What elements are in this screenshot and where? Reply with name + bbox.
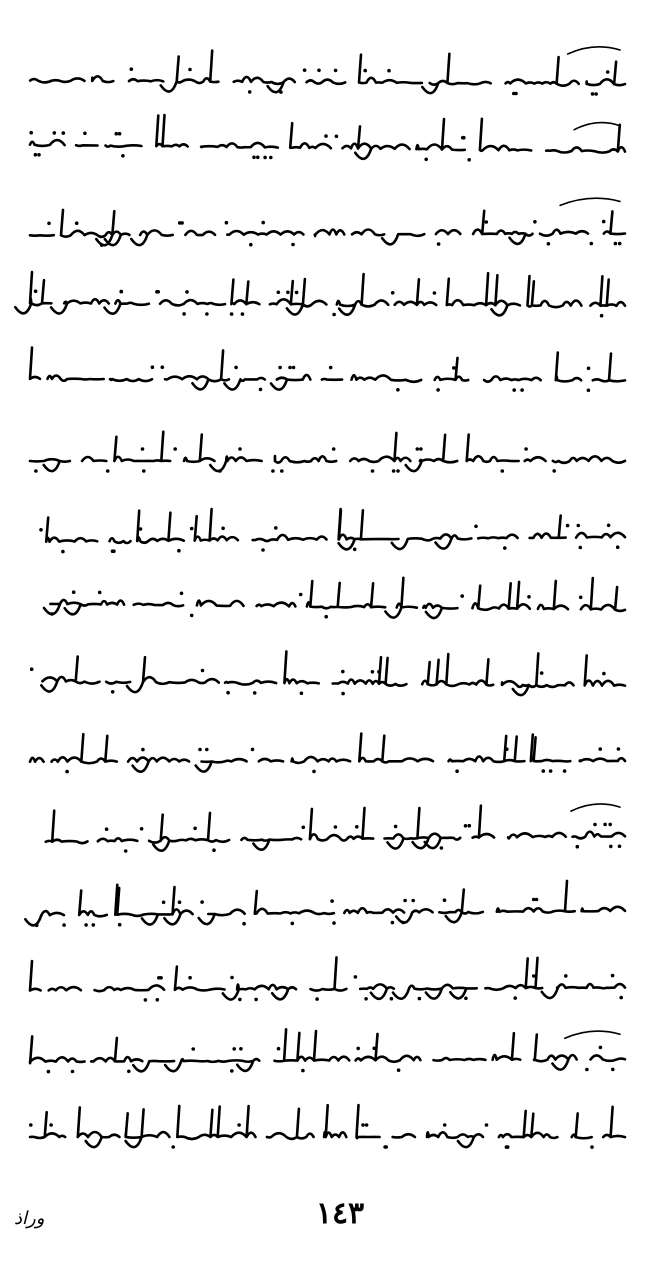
diacritic-dot bbox=[372, 1047, 376, 1051]
diacritic-dot bbox=[29, 131, 33, 135]
diacritic-dot bbox=[371, 469, 375, 473]
diacritic-dot bbox=[83, 132, 87, 136]
diacritic-dot bbox=[387, 69, 391, 73]
diacritic-dot bbox=[501, 469, 505, 473]
diacritic-dot bbox=[254, 998, 258, 1002]
diacritic-dot bbox=[598, 747, 602, 751]
handwriting-stroke bbox=[30, 957, 625, 999]
diacritic-dot bbox=[34, 469, 38, 473]
diacritic-dot bbox=[512, 388, 516, 392]
diacritic-dot bbox=[443, 898, 447, 902]
diacritic-dot bbox=[286, 291, 290, 295]
diacritic-dot bbox=[505, 747, 509, 751]
diacritic-dot bbox=[424, 158, 428, 162]
diacritic-dot bbox=[112, 549, 116, 553]
diacritic-dot bbox=[156, 290, 160, 294]
diacritic-dot bbox=[503, 546, 507, 550]
diacritic-dot bbox=[34, 153, 38, 157]
diacritic-dot bbox=[253, 691, 257, 695]
diacritic-dot bbox=[452, 366, 456, 370]
diacritic-dot bbox=[547, 242, 551, 246]
diacritic-dot bbox=[142, 469, 146, 473]
diacritic-dot bbox=[127, 1070, 131, 1074]
diacritic-dot bbox=[365, 1123, 369, 1127]
diacritic-dot bbox=[161, 365, 165, 369]
diacritic-dot bbox=[608, 823, 612, 827]
diacritic-dot bbox=[607, 524, 611, 528]
diacritic-dot bbox=[416, 447, 420, 451]
diacritic-dot bbox=[205, 748, 209, 752]
diacritic-dot bbox=[278, 366, 282, 370]
diacritic-dot bbox=[485, 220, 489, 224]
handwriting-stroke bbox=[30, 1029, 625, 1071]
diacritic-dot bbox=[464, 824, 468, 828]
diacritic-dot bbox=[566, 524, 570, 528]
diacritic-dot bbox=[361, 1123, 365, 1127]
diacritic-dot bbox=[261, 548, 265, 552]
diacritic-dot bbox=[218, 469, 222, 473]
diacritic-dot bbox=[62, 923, 66, 927]
diacritic-dot bbox=[230, 1069, 234, 1073]
diacritic-dot bbox=[291, 922, 295, 926]
diacritic-dot bbox=[295, 291, 299, 295]
diacritic-dot bbox=[249, 243, 253, 247]
diacritic-dot bbox=[533, 220, 537, 224]
diacritic-dot bbox=[280, 469, 284, 473]
handwriting-stroke bbox=[44, 578, 625, 618]
diacritic-dot bbox=[299, 593, 303, 597]
diacritic-dot bbox=[411, 899, 415, 903]
diacritic-dot bbox=[75, 221, 79, 225]
diacritic-dot bbox=[185, 290, 189, 294]
diacritic-dot bbox=[180, 592, 184, 596]
diacritic-dot bbox=[190, 614, 194, 618]
diacritic-dot bbox=[118, 132, 122, 136]
handwriting-stroke bbox=[30, 734, 625, 772]
diacritic-dot bbox=[288, 366, 292, 370]
diacritic-dot bbox=[587, 367, 591, 371]
diacritic-dot bbox=[527, 595, 531, 599]
manuscript-line bbox=[25, 881, 625, 927]
diacritic-dot bbox=[34, 289, 38, 293]
diacritic-dot bbox=[225, 221, 229, 225]
diacritic-dot bbox=[159, 976, 163, 980]
diacritic-dot bbox=[579, 546, 583, 550]
diacritic-dot bbox=[396, 469, 400, 473]
diacritic-dot bbox=[394, 825, 398, 829]
diacritic-dot bbox=[53, 131, 57, 135]
diacritic-dot bbox=[330, 899, 334, 903]
diacritic-dot bbox=[315, 997, 319, 1001]
diacritic-dot bbox=[141, 748, 145, 752]
diacritic-dot bbox=[130, 67, 134, 71]
diacritic-dot bbox=[274, 526, 278, 530]
manuscript-line bbox=[39, 509, 625, 553]
diacritic-dot bbox=[590, 242, 594, 246]
diacritic-dot bbox=[591, 92, 595, 96]
diacritic-dot bbox=[238, 998, 242, 1002]
diacritic-dot bbox=[614, 242, 618, 246]
diacritic-dot bbox=[334, 69, 338, 73]
diacritic-dot bbox=[485, 1123, 489, 1127]
diacritic-dot bbox=[585, 1068, 589, 1072]
diacritic-dot bbox=[212, 848, 216, 852]
diacritic-dot bbox=[618, 242, 622, 246]
diacritic-dot bbox=[234, 366, 238, 370]
handwriting-stroke bbox=[46, 509, 625, 549]
diacritic-dot bbox=[460, 594, 464, 598]
handwriting-stroke bbox=[15, 272, 625, 315]
diacritic-dot bbox=[329, 366, 333, 370]
diacritic-dot bbox=[603, 823, 607, 827]
diacritic-dot bbox=[62, 131, 66, 135]
diacritic-dot bbox=[606, 70, 610, 74]
handwriting-stroke bbox=[30, 210, 625, 245]
manuscript-line bbox=[30, 734, 625, 774]
diacritic-dot bbox=[106, 469, 110, 473]
diacritic-dot bbox=[241, 312, 245, 316]
diacritic-dot bbox=[619, 996, 623, 1000]
diacritic-dot bbox=[29, 1123, 33, 1127]
diacritic-dot bbox=[230, 312, 234, 316]
diacritic-dot bbox=[616, 545, 620, 549]
diacritic-dot bbox=[252, 156, 256, 160]
diacritic-dot bbox=[191, 1047, 195, 1051]
diacritic-dot bbox=[433, 291, 437, 295]
diacritic-dot bbox=[455, 769, 459, 773]
diacritic-dot bbox=[49, 1123, 53, 1127]
diacritic-dot bbox=[121, 154, 125, 158]
diacritic-dot bbox=[182, 312, 186, 316]
diacritic-dot bbox=[177, 549, 181, 553]
diacritic-dot bbox=[248, 90, 252, 94]
manuscript-line bbox=[30, 432, 625, 473]
diacritic-dot bbox=[61, 550, 65, 554]
diacritic-dot bbox=[230, 976, 234, 980]
marginal-annotation bbox=[568, 47, 620, 54]
manuscript-line bbox=[30, 210, 625, 247]
manuscript-line bbox=[30, 348, 625, 393]
marginal-annotation bbox=[571, 804, 620, 811]
diacritic-dot bbox=[552, 469, 556, 473]
diacritic-dot bbox=[261, 221, 265, 225]
diacritic-dot bbox=[520, 388, 524, 392]
diacritic-dot bbox=[611, 974, 615, 978]
diacritic-dot bbox=[549, 769, 553, 773]
diacritic-dot bbox=[540, 671, 544, 675]
diacritic-dot bbox=[302, 826, 306, 830]
diacritic-dot bbox=[335, 135, 339, 139]
diacritic-dot bbox=[303, 68, 307, 72]
diacritic-dot bbox=[118, 923, 122, 927]
diacritic-dot bbox=[300, 692, 304, 696]
manuscript-line bbox=[29, 1105, 625, 1149]
diacritic-dot bbox=[124, 849, 128, 853]
diacritic-dot bbox=[205, 312, 209, 316]
marginal-annotation bbox=[574, 123, 620, 130]
diacritic-dot bbox=[100, 243, 104, 247]
diacritic-dot bbox=[35, 924, 39, 928]
diacritic-dot bbox=[271, 469, 275, 473]
diacritic-dot bbox=[279, 90, 283, 94]
diacritic-dot bbox=[514, 92, 518, 96]
diacritic-dot bbox=[440, 846, 444, 850]
diacritic-dot bbox=[251, 748, 255, 752]
manuscript-line bbox=[15, 272, 625, 317]
manuscript-line bbox=[44, 578, 625, 619]
diacritic-dot bbox=[391, 921, 395, 925]
diacritic-dot bbox=[232, 1047, 236, 1051]
diacritic-dot bbox=[364, 997, 368, 1001]
diacritic-dot bbox=[277, 1047, 281, 1051]
marginal-annotation bbox=[565, 1031, 620, 1038]
diacritic-dot bbox=[618, 845, 622, 849]
diacritic-dot bbox=[198, 748, 202, 752]
diacritic-dot bbox=[201, 669, 205, 673]
diacritic-dot bbox=[256, 156, 260, 160]
diacritic-dot bbox=[576, 845, 580, 849]
handwriting-stroke bbox=[25, 881, 625, 926]
diacritic-dot bbox=[65, 770, 69, 774]
diacritic-dot bbox=[341, 692, 345, 696]
diacritic-dot bbox=[151, 365, 155, 369]
diacritic-dot bbox=[84, 923, 88, 927]
diacritic-dot bbox=[354, 975, 358, 979]
diacritic-dot bbox=[162, 901, 166, 905]
diacritic-dot bbox=[173, 447, 177, 451]
diacritic-dot bbox=[242, 922, 246, 926]
diacritic-dot bbox=[72, 590, 76, 594]
diacritic-dot bbox=[111, 690, 115, 694]
diacritic-dot bbox=[269, 156, 273, 160]
manuscript-line bbox=[46, 806, 625, 853]
diacritic-dot bbox=[171, 1145, 175, 1149]
page-number: ١٤٣ bbox=[315, 1196, 365, 1231]
handwriting-stroke bbox=[30, 51, 625, 94]
diacritic-dot bbox=[587, 389, 591, 393]
diacritic-dot bbox=[332, 447, 336, 451]
diacritic-dot bbox=[188, 976, 192, 980]
diacritic-dot bbox=[37, 153, 41, 157]
diacritic-dot bbox=[263, 156, 267, 160]
diacritic-dot bbox=[312, 770, 316, 774]
diacritic-dot bbox=[355, 825, 359, 829]
catchword: وراذ bbox=[14, 1208, 45, 1229]
diacritic-dot bbox=[156, 998, 160, 1002]
diacritic-dot bbox=[579, 596, 583, 600]
diacritic-dot bbox=[200, 900, 204, 904]
diacritic-dot bbox=[139, 527, 143, 531]
diacritic-dot bbox=[105, 827, 109, 831]
diacritic-dot bbox=[259, 388, 263, 392]
diacritic-dot bbox=[178, 900, 182, 904]
diacritic-dot bbox=[396, 388, 400, 392]
diacritic-dot bbox=[467, 158, 471, 162]
diacritic-dot bbox=[292, 366, 296, 370]
diacritic-dot bbox=[532, 974, 536, 978]
diacritic-dot bbox=[140, 827, 144, 831]
diacritic-dot bbox=[392, 469, 396, 473]
handwriting-stroke bbox=[30, 348, 625, 390]
diacritic-dot bbox=[98, 591, 102, 595]
diacritic-dot bbox=[513, 996, 517, 1000]
diacritic-dot bbox=[332, 313, 336, 317]
diacritic-dot bbox=[120, 290, 124, 294]
diacritic-dot bbox=[390, 997, 394, 1001]
manuscript-line bbox=[30, 957, 625, 1001]
diacritic-dot bbox=[397, 1068, 401, 1072]
diacritic-dot bbox=[437, 242, 441, 246]
diacritic-dot bbox=[226, 691, 230, 695]
diacritic-dot bbox=[564, 974, 568, 978]
diacritic-dot bbox=[462, 136, 466, 140]
diacritic-dot bbox=[47, 222, 51, 226]
diacritic-dot bbox=[524, 447, 528, 451]
diacritic-dot bbox=[617, 747, 621, 751]
diacritic-dot bbox=[542, 769, 546, 773]
diacritic-dot bbox=[239, 1047, 243, 1051]
diacritic-dot bbox=[324, 134, 328, 138]
diacritic-dot bbox=[324, 615, 328, 619]
diacritic-dot bbox=[609, 845, 613, 849]
diacritic-dot bbox=[600, 314, 604, 318]
diacritic-dot bbox=[353, 548, 357, 552]
diacritic-dot bbox=[563, 769, 567, 773]
diacritic-dot bbox=[341, 670, 345, 674]
diacritic-dot bbox=[92, 923, 96, 927]
diacritic-dot bbox=[317, 69, 321, 73]
manuscript-line bbox=[29, 115, 625, 162]
diacritic-dot bbox=[468, 824, 472, 828]
handwriting-stroke bbox=[30, 1105, 625, 1147]
diacritic-dot bbox=[190, 527, 194, 531]
diacritic-dot bbox=[30, 667, 34, 671]
diacritic-dot bbox=[193, 827, 197, 831]
diacritic-dot bbox=[590, 1145, 594, 1149]
diacritic-dot bbox=[238, 447, 242, 451]
diacritic-dot bbox=[577, 524, 581, 528]
diacritic-dot bbox=[506, 1145, 510, 1149]
diacritic-dot bbox=[221, 527, 225, 531]
diacritic-dot bbox=[47, 1070, 51, 1074]
diacritic-dot bbox=[363, 69, 367, 73]
diacritic-dot bbox=[291, 243, 295, 247]
manuscript-line bbox=[30, 51, 625, 96]
diacritic-dot bbox=[334, 825, 338, 829]
diacritic-dot bbox=[443, 1123, 447, 1127]
diacritic-dot bbox=[356, 1047, 360, 1051]
diacritic-dot bbox=[594, 92, 598, 96]
diacritic-dot bbox=[39, 528, 43, 532]
diacritic-dot bbox=[332, 921, 336, 925]
diacritic-dot bbox=[535, 898, 539, 902]
marginal-annotation bbox=[560, 198, 620, 205]
diacritic-dot bbox=[418, 997, 422, 1001]
diacritic-dot bbox=[141, 447, 145, 451]
diacritic-dot bbox=[593, 823, 597, 827]
diacritic-dot bbox=[401, 921, 405, 925]
diacritic-dot bbox=[301, 1069, 305, 1073]
diacritic-dot bbox=[178, 221, 182, 225]
diacritic-dot bbox=[464, 997, 468, 1001]
diacritic-dot bbox=[237, 1123, 241, 1127]
diacritic-dot bbox=[71, 1070, 75, 1074]
diacritic-dot bbox=[115, 132, 119, 136]
diacritic-dot bbox=[144, 998, 148, 1002]
handwriting-stroke bbox=[30, 432, 625, 471]
diacritic-dot bbox=[602, 220, 606, 224]
diacritic-dot bbox=[611, 1068, 615, 1072]
diacritic-dot bbox=[436, 388, 440, 392]
diacritic-dot bbox=[371, 670, 375, 674]
diacritic-dot bbox=[602, 672, 606, 676]
diacritic-dot bbox=[391, 291, 395, 295]
diacritic-dot bbox=[50, 612, 54, 616]
diacritic-dot bbox=[419, 447, 423, 451]
diacritic-dot bbox=[188, 68, 192, 72]
manuscript-line bbox=[30, 651, 625, 695]
diacritic-dot bbox=[403, 899, 407, 903]
diacritic-dot bbox=[277, 291, 281, 295]
diacritic-dot bbox=[384, 1145, 388, 1149]
diacritic-dot bbox=[474, 525, 478, 529]
diacritic-dot bbox=[599, 1046, 603, 1050]
diacritic-dot bbox=[377, 670, 381, 674]
manuscript-line bbox=[30, 1029, 625, 1073]
handwriting-stroke bbox=[41, 651, 625, 695]
